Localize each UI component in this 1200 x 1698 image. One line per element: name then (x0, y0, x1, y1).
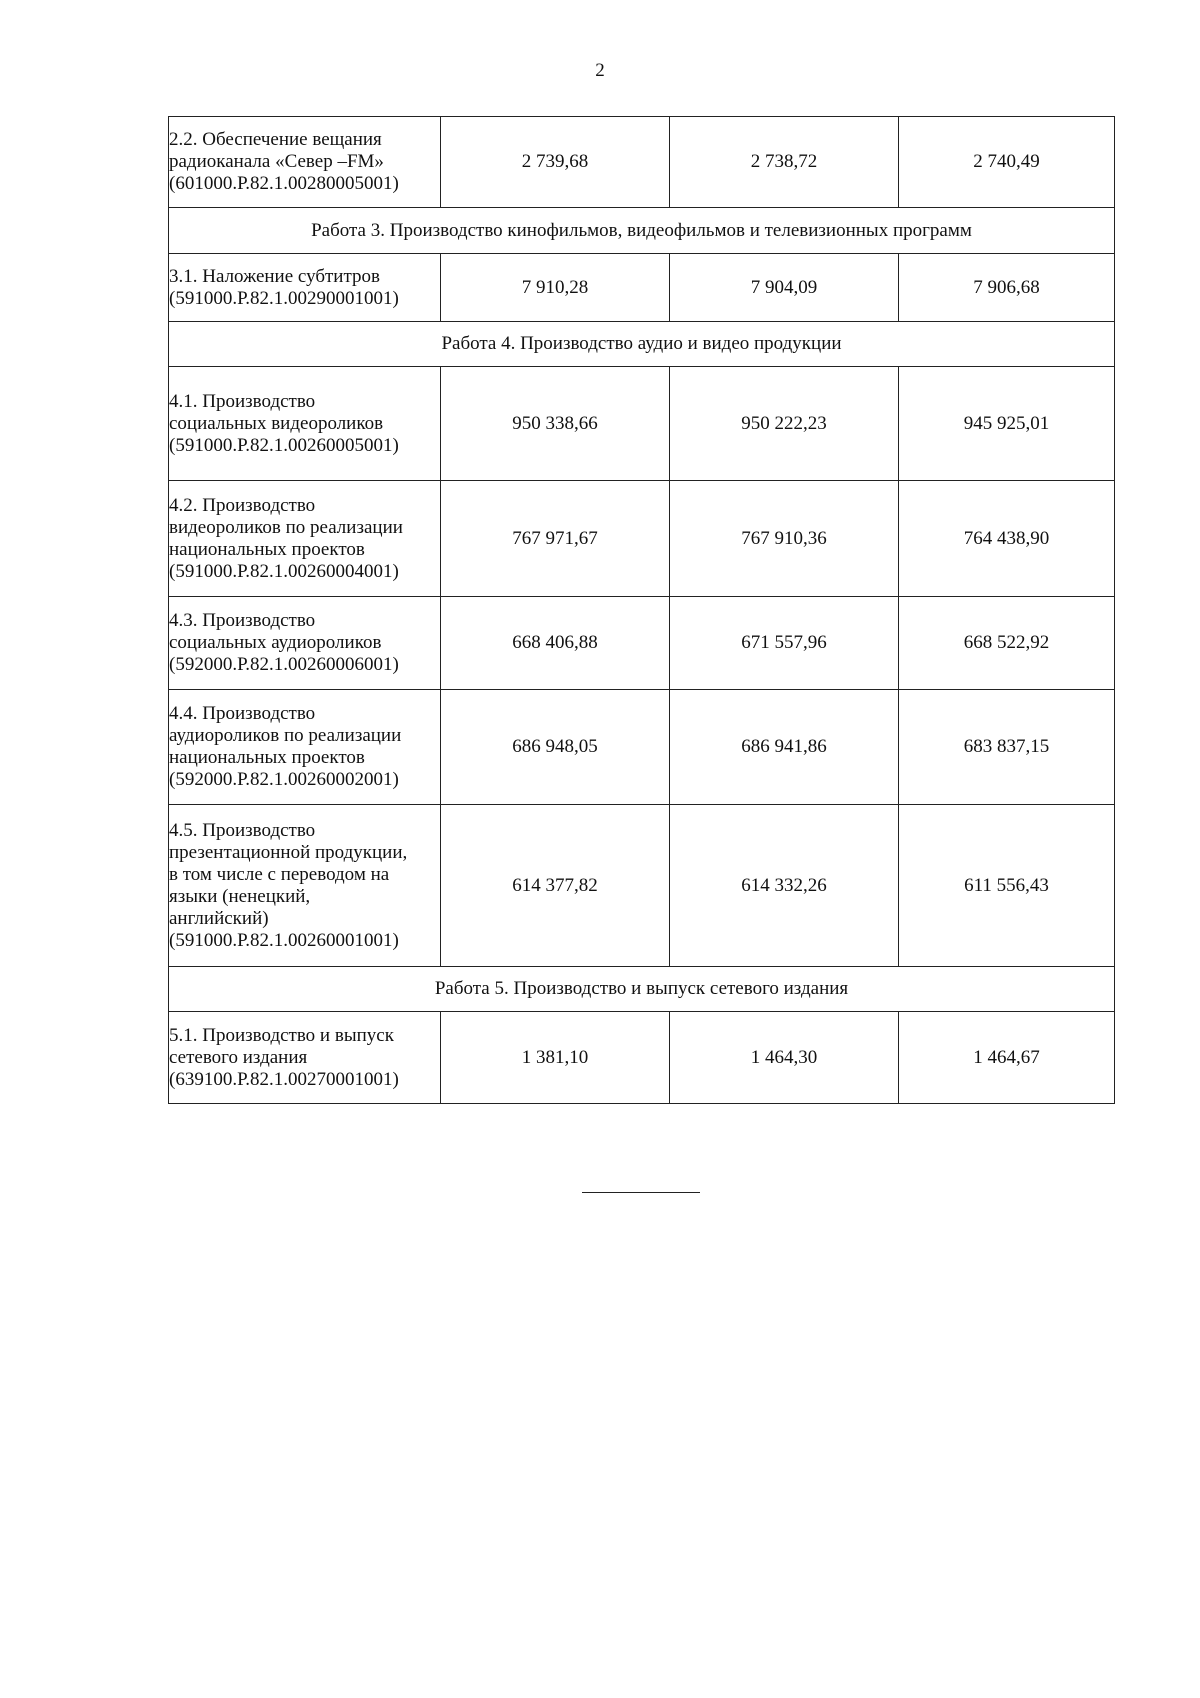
table-row (169, 597, 1115, 690)
table-row (169, 1012, 1115, 1104)
value-cell: 7 904,09 (670, 254, 899, 322)
table-row (169, 690, 1115, 805)
value-cell: 1 464,67 (899, 1012, 1115, 1104)
value-cell: 945 925,01 (899, 367, 1115, 481)
item-name-cell: 4.3. Производство социальных аудиороликов (592000.Р.82.1.00260006001) (169, 597, 441, 690)
value-cell: 614 377,82 (441, 805, 670, 967)
value-cell: 686 948,05 (441, 690, 670, 805)
section-row (169, 967, 1115, 1012)
end-separator-line (582, 1192, 700, 1193)
value-cell: 1 464,30 (670, 1012, 899, 1104)
section-title: Работа 5. Производство и выпуск сетевого издания (169, 967, 1115, 1012)
value-cell: 683 837,15 (899, 690, 1115, 805)
item-name-cell: 4.5. Производство презентационной продукции, в том числе с переводом на языки (ненецкий, английский) (591000.Р.82.1.00260001001) (169, 805, 441, 967)
value-cell: 668 522,92 (899, 597, 1115, 690)
value-cell: 767 971,67 (441, 481, 670, 597)
table-row (169, 367, 1115, 481)
value-cell: 7 910,28 (441, 254, 670, 322)
value-cell: 950 222,23 (670, 367, 899, 481)
item-name-cell: 4.1. Производство социальных видеороликов (591000.Р.82.1.00260005001) (169, 367, 441, 481)
table-row (169, 117, 1115, 208)
item-name-cell: 4.2. Производство видеороликов по реализации национальных проектов (591000.Р.82.1.00260004001) (169, 481, 441, 597)
item-name-cell: 2.2. Обеспечение вещания радиоканала «Север –FM» (601000.Р.82.1.00280005001) (169, 117, 441, 208)
value-cell: 668 406,88 (441, 597, 670, 690)
value-cell: 671 557,96 (670, 597, 899, 690)
table-row (169, 805, 1115, 967)
page-number: 2 (595, 60, 605, 81)
section-row (169, 208, 1115, 254)
value-cell: 2 740,49 (899, 117, 1115, 208)
value-cell: 767 910,36 (670, 481, 899, 597)
value-cell: 2 739,68 (441, 117, 670, 208)
value-cell: 611 556,43 (899, 805, 1115, 967)
item-name-cell: 3.1. Наложение субтитров (591000.Р.82.1.00290001001) (169, 254, 441, 322)
section-row (169, 322, 1115, 367)
value-cell: 764 438,90 (899, 481, 1115, 597)
section-title: Работа 4. Производство аудио и видео продукции (169, 322, 1115, 367)
value-cell: 1 381,10 (441, 1012, 670, 1104)
item-name-cell: 4.4. Производство аудиороликов по реализации национальных проектов (592000.Р.82.1.00260002001) (169, 690, 441, 805)
value-cell: 2 738,72 (670, 117, 899, 208)
cost-table (168, 116, 1115, 1104)
section-title: Работа 3. Производство кинофильмов, видеофильмов и телевизионных программ (169, 208, 1115, 254)
item-name-cell: 5.1. Производство и выпуск сетевого издания (639100.Р.82.1.00270001001) (169, 1012, 441, 1104)
value-cell: 614 332,26 (670, 805, 899, 967)
value-cell: 686 941,86 (670, 690, 899, 805)
table-row (169, 481, 1115, 597)
table-row (169, 254, 1115, 322)
cost-table-body (169, 117, 1115, 1104)
value-cell: 950 338,66 (441, 367, 670, 481)
value-cell: 7 906,68 (899, 254, 1115, 322)
